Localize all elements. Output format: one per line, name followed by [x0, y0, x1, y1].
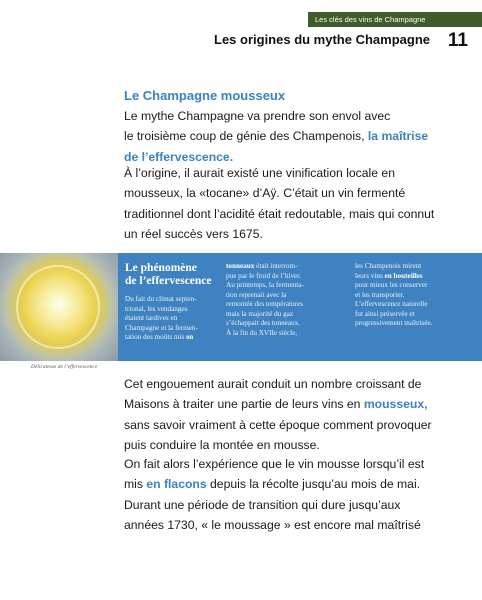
paragraph-experience — [124, 454, 460, 535]
highlight-term: en flacons — [146, 477, 207, 492]
text-line: On fait alors l’expérience que le vin mousse lorsqu’il est — [124, 457, 425, 471]
paragraph-origin — [124, 163, 460, 244]
text-line — [125, 333, 198, 343]
text-line — [124, 394, 460, 414]
running-header-band — [308, 12, 482, 27]
text-line: Durant une période de transition qui dure jusqu’aux — [124, 497, 401, 512]
text-line: les Champenois mirent — [355, 262, 422, 270]
text-line: Le mythe Champagne va prendre son envol avec — [124, 109, 391, 123]
effervescence-photo — [0, 253, 118, 361]
text-line: puis conduire la montée en mousse. — [124, 437, 320, 452]
text-line: Cet engouement aurait conduit un nombre croissant de — [124, 377, 422, 391]
text-line — [124, 474, 460, 494]
text-line: traditionnel dont l’acidité était redoutable, mais qui connut — [124, 206, 435, 221]
text-fragment: mis — [124, 477, 143, 492]
text-line: sans savoir vraiment à cette époque comment provoquer — [124, 417, 432, 432]
chapter-title: Les origines du mythe Champagne — [214, 32, 430, 47]
text-line: L’effervescence naturelle — [355, 300, 428, 308]
text-line: fut ainsi préservée et — [355, 309, 415, 318]
text-fragment: leurs vins — [355, 271, 383, 280]
text-line: trional, les vendanges — [125, 304, 188, 313]
text-line: étaient tardives en — [125, 314, 178, 322]
sidebar-title — [125, 262, 212, 287]
sidebar-column-3 — [355, 262, 432, 329]
paragraph-engouement — [124, 374, 460, 455]
text-line: un réel succès vers 1675. — [124, 226, 263, 241]
section-heading: Le Champagne mousseux — [124, 88, 286, 103]
text-line: Champagne et la fermen- — [125, 323, 198, 332]
highlight-term: de l’effervescence. — [124, 149, 234, 164]
text-fragment: était interrom- — [256, 262, 298, 270]
photo-caption: Délicatesse de l’effervescence — [31, 364, 98, 370]
running-header-label: Les clés des vins de Champagne — [315, 15, 426, 24]
sidebar-column-1 — [125, 295, 198, 343]
page-number: 11 — [447, 30, 468, 51]
text-line: mais la majorité du gaz — [226, 309, 294, 318]
sidebar-title-line: de l’effervescence — [125, 274, 212, 287]
text-line: tion reprenait avec la — [226, 290, 287, 299]
text-line: mousseux, la «tocane» d’Aÿ. C’était un vin fermenté — [124, 186, 406, 201]
bold-term: en bouteilles — [384, 271, 423, 280]
text-line — [226, 262, 304, 272]
sidebar-box — [118, 253, 482, 361]
text-fragment: tation des moûts mis — [125, 333, 185, 341]
text-line — [355, 272, 432, 282]
sidebar-column-2 — [226, 262, 304, 338]
paragraph-intro — [124, 106, 460, 167]
text-line: À la fin du XVIIe siècle, — [226, 328, 298, 337]
text-line: À l’origine, il aurait existé une vinification locale en — [124, 166, 395, 180]
text-line: années 1730, « le moussage » est encore mal maîtrisé — [124, 517, 421, 532]
text-fragment: depuis la récolte jusqu’au mois de mai. — [210, 477, 421, 492]
text-line: remontée des températures — [226, 300, 304, 308]
text-line: progressivement maîtrisée. — [355, 319, 433, 327]
text-fragment: Maisons à traiter une partie de leurs vins en — [124, 397, 361, 412]
text-line: et les transporter. — [355, 290, 405, 299]
text-line: Au printemps, la fermenta- — [226, 281, 304, 289]
text-line: s’échappait des tonneaux. — [226, 319, 301, 327]
sidebar-title-line: Le phénomène — [125, 262, 197, 274]
text-line: pue par le froid de l’hiver. — [226, 271, 302, 280]
highlight-term: mousseux, — [363, 397, 428, 412]
bold-term: en — [186, 333, 194, 341]
highlight-term: la maîtrise — [367, 129, 429, 144]
text-fragment: le troisième coup de génie des Champenois, — [124, 129, 365, 144]
text-line — [124, 126, 460, 146]
bubble-ring — [16, 265, 100, 349]
text-line: pour mieux les conserver — [355, 281, 428, 289]
bold-term: tonneaux — [226, 262, 255, 270]
text-line: Du fait du climat septen- — [125, 295, 197, 303]
